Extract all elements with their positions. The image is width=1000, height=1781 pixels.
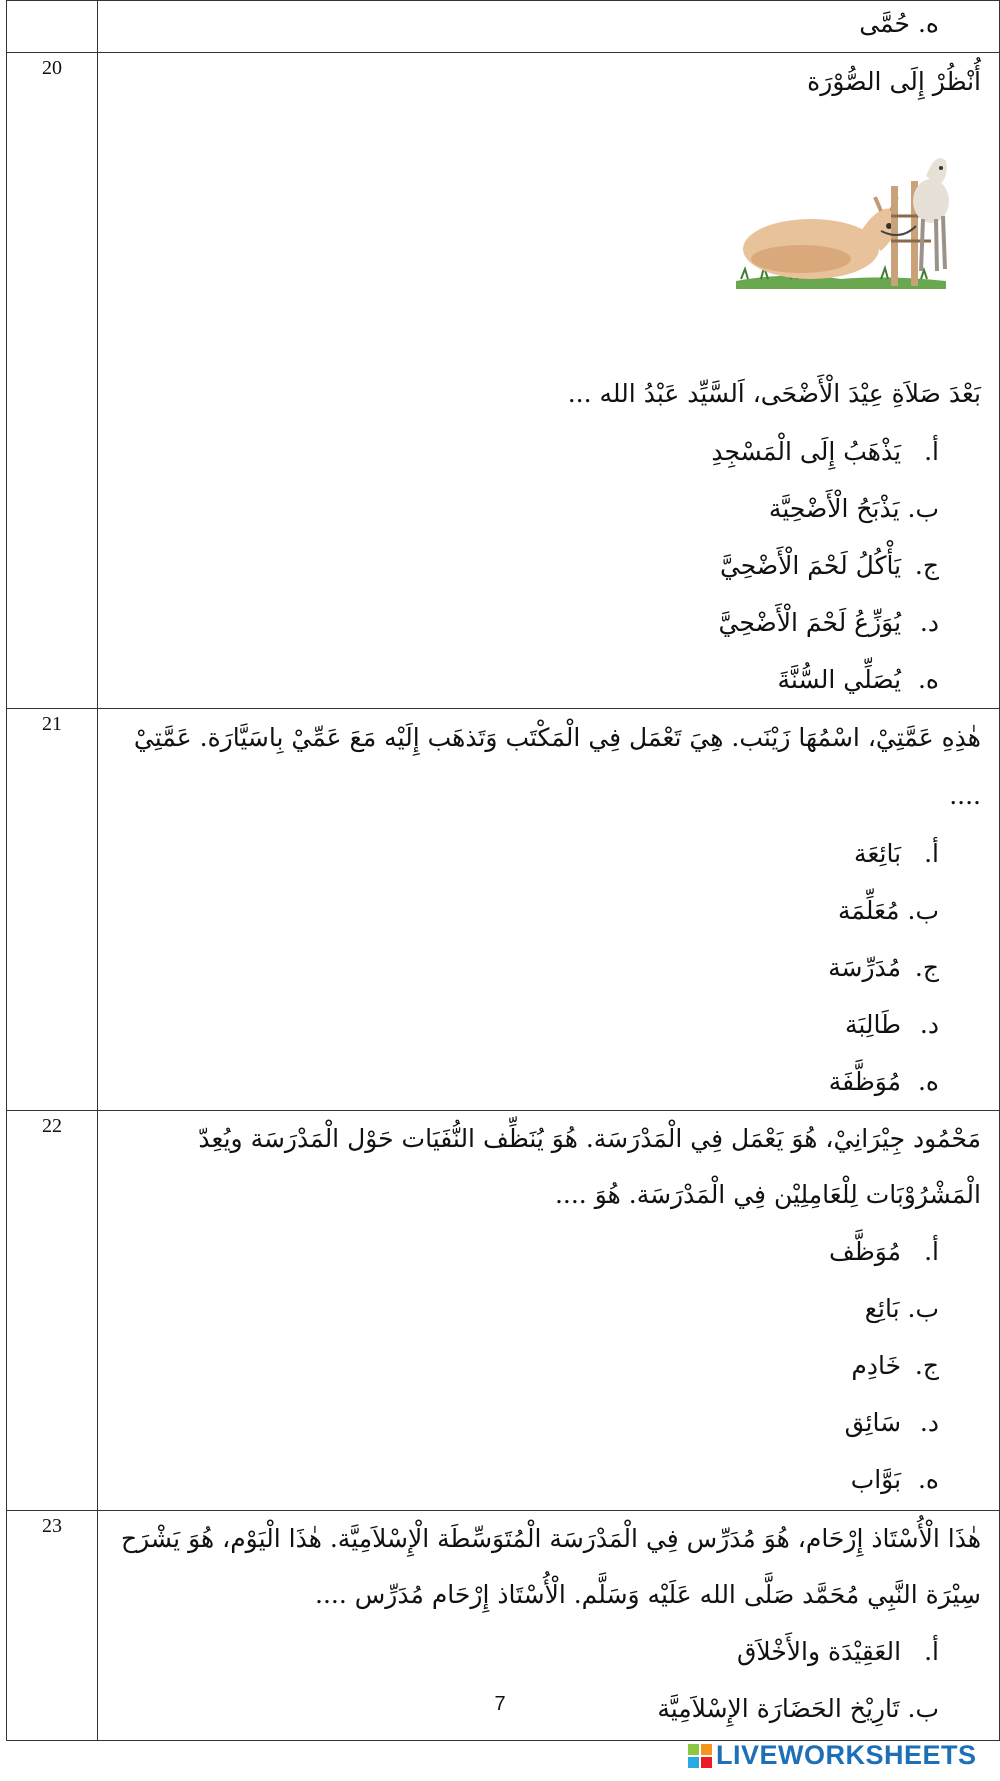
option-d[interactable]: [108, 996, 981, 1053]
brand-name: LIVEWORKSHEETS: [716, 1740, 977, 1770]
option-e[interactable]: ه. حُمَّى: [859, 9, 939, 38]
option-e[interactable]: [108, 651, 981, 708]
option-a[interactable]: [108, 1623, 981, 1680]
question-number: 23: [7, 1511, 98, 1741]
option-text: يَأْكُلُ لَحْمَ الْأَضْحِيَّ: [719, 551, 902, 580]
option-label: د.: [919, 1010, 939, 1039]
option-d[interactable]: [108, 594, 981, 651]
option-text: مُدَرِّسَة: [828, 953, 902, 982]
question-stem: هٰذَا الْأُسْتَاذ إِرْحَام، هُوَ مُدَرِّس فِي الْمَدْرَسَة الْمُتَوَسِّطَة الْإِسْلاَمِيَّة. هٰذَا الْيَوْم، هُوَ يَشْرَح سِيْرَة النَّبِي مُحَمَّد صَلَّى الله عَلَيْه وَسَلَّم. الْأُسْتَاذ إِرْحَام مُدَرِّس ....: [120, 1524, 981, 1609]
option-label: د.: [919, 608, 939, 637]
question-stem: هٰذِهِ عَمَّتِيْ، اسْمُهَا زَيْنَب. هِيَ تَعْمَل فِي الْمَكْتَب وَتَذهَب إِلَيْه مَعَ عَمِّيْ بِاسَيَّارَة. عَمَّتِيْ ....: [133, 723, 981, 810]
option-label: ه.: [917, 1067, 939, 1096]
option-text: بَوَّاب: [850, 1465, 902, 1494]
question-content-20: [98, 53, 1000, 709]
question-stem: بَعْدَ صَلاَةِ عِيْدَ الْأَضْحَى، اَلسَّيِّد عَبْدُ الله ...: [567, 379, 981, 408]
option-label: أ.: [924, 1637, 939, 1666]
question-content-cell: [98, 1, 1000, 53]
option-b[interactable]: [108, 882, 981, 939]
option-a[interactable]: [108, 423, 981, 480]
option-text: بَائِعَة: [854, 839, 902, 868]
option-a[interactable]: [108, 825, 981, 882]
question-stem: مَحْمُود جِيْرَانِيْ، هُوَ يَعْمَل فِي الْمَدْرَسَة. هُوَ يُنَظِّف النُّفَيَات حَوْل الْمَدْرَسَة ويُعِدّ الْمَشْرُوْبَات لِلْعَامِلِيْن فِي الْمَدْرَسَة. هُوَ ....: [198, 1124, 981, 1209]
option-label: أ.: [924, 1237, 939, 1266]
liveworksheets-logo-icon: [688, 1744, 712, 1768]
option-label: ج.: [914, 953, 939, 982]
option-text: مُعَلِّمَة: [837, 896, 900, 925]
option-text: طَالِبَة: [844, 1010, 902, 1039]
question-content-22: [98, 1111, 1000, 1511]
option-e[interactable]: [108, 1451, 981, 1508]
option-label: ب.: [907, 1694, 939, 1723]
option-c[interactable]: [108, 537, 981, 594]
option-label: ب.: [907, 896, 939, 925]
option-text: مُوَظَّفَة: [828, 1067, 902, 1096]
questions-table: [6, 0, 1000, 1741]
option-text: سَائِق: [844, 1408, 902, 1437]
option-label: أ.: [924, 839, 939, 868]
cow-goat-illustration: [731, 131, 951, 301]
option-text: يَذْهَبُ إِلَى الْمَسْجِدِ: [711, 437, 902, 466]
liveworksheets-brand: [688, 1740, 977, 1771]
option-b[interactable]: [108, 1280, 981, 1337]
option-label: د.: [919, 1408, 939, 1437]
question-row-20: [7, 53, 1000, 709]
option-e[interactable]: [108, 1053, 981, 1110]
option-text: العَقِيْدَة والأَخْلاَق: [737, 1637, 902, 1666]
question-row-21: [7, 709, 1000, 1111]
question-content-21: [98, 709, 1000, 1111]
option-label: ه.: [917, 1465, 939, 1494]
option-label: أ.: [924, 437, 939, 466]
option-c[interactable]: [108, 1337, 981, 1394]
option-text: يَذْبَحُ الْأَضْحِيَّة: [768, 494, 900, 523]
question-image: [108, 111, 981, 331]
option-a[interactable]: [108, 1223, 981, 1280]
option-c[interactable]: [108, 939, 981, 996]
option-text: خَادِم: [851, 1351, 902, 1380]
option-label: ج.: [914, 551, 939, 580]
question-number: 20: [7, 53, 98, 709]
option-text: يُصَلِّي السُّنَّةَ: [777, 665, 902, 694]
option-label: ه.: [917, 665, 939, 694]
option-d[interactable]: [108, 1394, 981, 1451]
question-row-19-tail: [7, 1, 1000, 53]
option-text: تَارِيْخ الحَضَارَة الإِسْلاَمِيَّة: [657, 1694, 900, 1723]
question-number-cell: [7, 1, 98, 53]
question-row-22: [7, 1111, 1000, 1511]
option-label: ج.: [914, 1351, 939, 1380]
question-number: 21: [7, 709, 98, 1111]
option-b[interactable]: [108, 480, 981, 537]
option-text: مُوَظَّف: [828, 1237, 902, 1266]
option-label: ب.: [907, 494, 939, 523]
page-number: 7: [494, 1693, 506, 1715]
question-prompt: أُنْظُرْ إِلَى الصُّوْرَة: [807, 67, 981, 96]
option-label: ب.: [907, 1294, 939, 1323]
option-text: بَائِع: [864, 1294, 900, 1323]
question-number: 22: [7, 1111, 98, 1511]
option-text: يُوَزِّعُ لَحْمَ الْأَضْحِيَّ: [718, 608, 902, 637]
